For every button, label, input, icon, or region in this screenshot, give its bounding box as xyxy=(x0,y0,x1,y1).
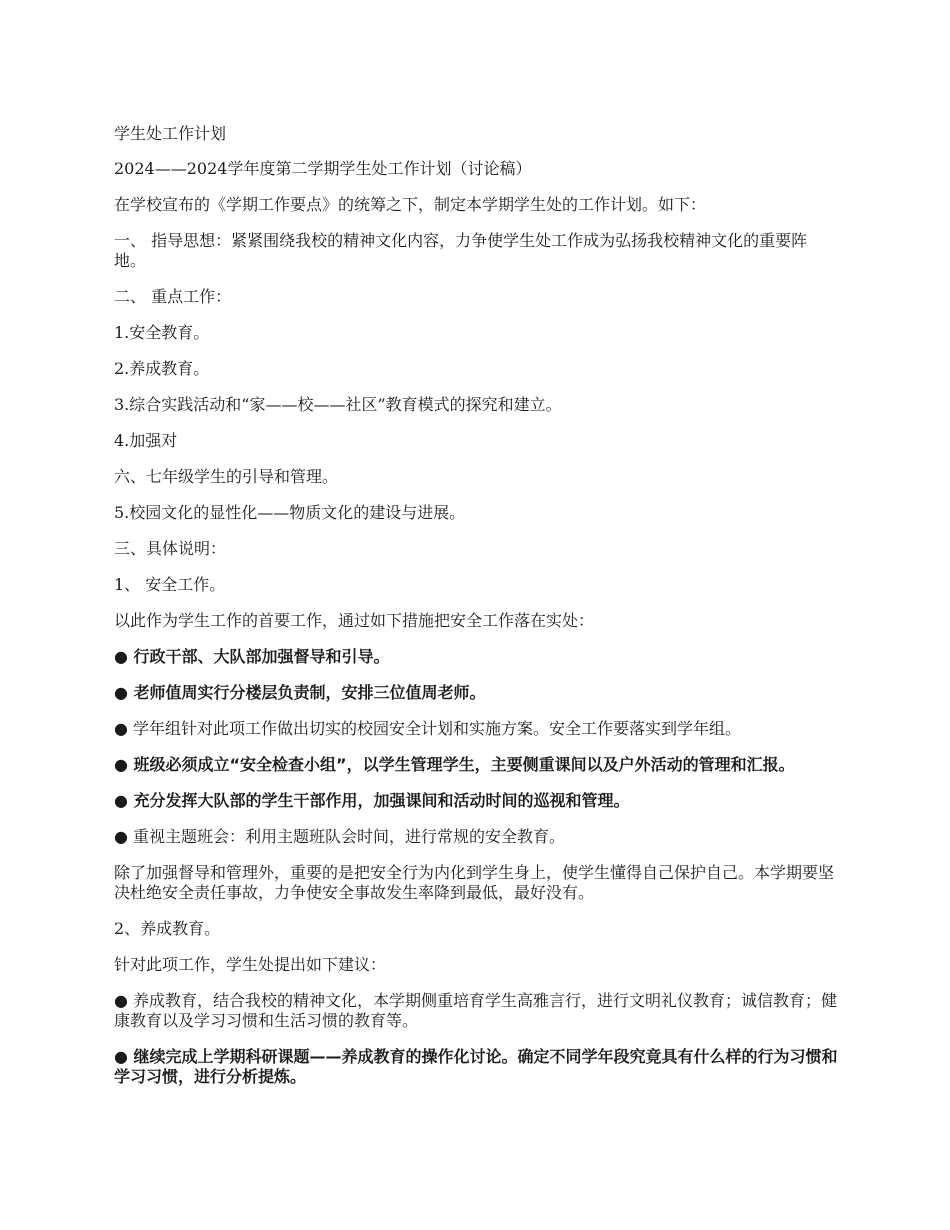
document-subtitle: 2024——2024学年度第二学期学生处工作计划（讨论稿） xyxy=(114,159,532,178)
key-work-item-5: 5.校园文化的显性化——物质文化的建设与进展。 xyxy=(114,503,466,522)
intro-paragraph: 在学校宣布的《学期工作要点》的统筹之下，制定本学期学生处的工作计划。如下： xyxy=(114,195,707,214)
safety-intro: 以此作为学生工作的首要工作，通过如下措施把安全工作落在实处： xyxy=(114,611,595,630)
bullet-item: ● 学年组针对此项工作做出切实的校园安全计划和实施方案。安全工作要落实到学年组。 xyxy=(114,719,742,738)
sub-heading-safety: 1、 安全工作。 xyxy=(114,575,226,594)
bullet-item: ● 养成教育，结合我校的精神文化，本学期侧重培育学生高雅言行，进行文明礼仪教育；诚信教育；健康教育以及学习习惯和生活习惯的教育等。 xyxy=(114,991,838,1030)
bullet-item: ● 重视主题班会：利用主题班队会时间，进行常规的安全教育。 xyxy=(114,827,566,846)
key-work-item-4: 4.加强对 xyxy=(114,431,178,450)
section-key-work: 二、 重点工作： xyxy=(114,287,232,306)
section-guiding-thought: 一、 指导思想：紧紧围绕我校的精神文化内容，力争使学生处工作成为弘扬我校精神文化的重要阵地。 xyxy=(114,231,808,270)
bullet-item: ● 行政干部、大队部加强督导和引导。 xyxy=(114,647,390,666)
bullet-item: ● 班级必须成立“安全检查小组”，以学生管理学生，主要侧重课间以及户外活动的管理和汇报。 xyxy=(114,755,795,774)
key-work-item-3: 3.综合实践活动和“家——校——社区”教育模式的探究和建立。 xyxy=(114,395,562,414)
bullet-item: ● 充分发挥大队部的学生干部作用，加强课间和活动时间的巡视和管理。 xyxy=(114,791,630,810)
bullet-item: ● 继续完成上学期科研课题——养成教育的操作化讨论。确定不同学年段究竟具有什么样的行为习惯和学习习惯，进行分析提炼。 xyxy=(114,1047,838,1086)
document-title: 学生处工作计划 xyxy=(114,124,227,143)
key-work-item-1: 1.安全教育。 xyxy=(114,323,210,342)
key-work-item-2: 2.养成教育。 xyxy=(114,359,210,378)
safety-summary: 除了加强督导和管理外，重要的是把安全行为内化到学生身上，使学生懂得自己保护自己。本学期要坚决杜绝安全责任事故，力争使安全事故发生率降到最低，最好没有。 xyxy=(114,863,835,902)
key-work-item-4-continued: 六、七年级学生的引导和管理。 xyxy=(114,467,339,486)
bullet-item: ● 老师值周实行分楼层负责制，安排三位值周老师。 xyxy=(114,683,486,702)
sub-heading-habits: 2、养成教育。 xyxy=(114,919,221,938)
section-details: 三、具体说明： xyxy=(114,539,227,558)
habits-intro: 针对此项工作，学生处提出如下建议： xyxy=(114,955,387,974)
document-page xyxy=(114,124,838,1103)
